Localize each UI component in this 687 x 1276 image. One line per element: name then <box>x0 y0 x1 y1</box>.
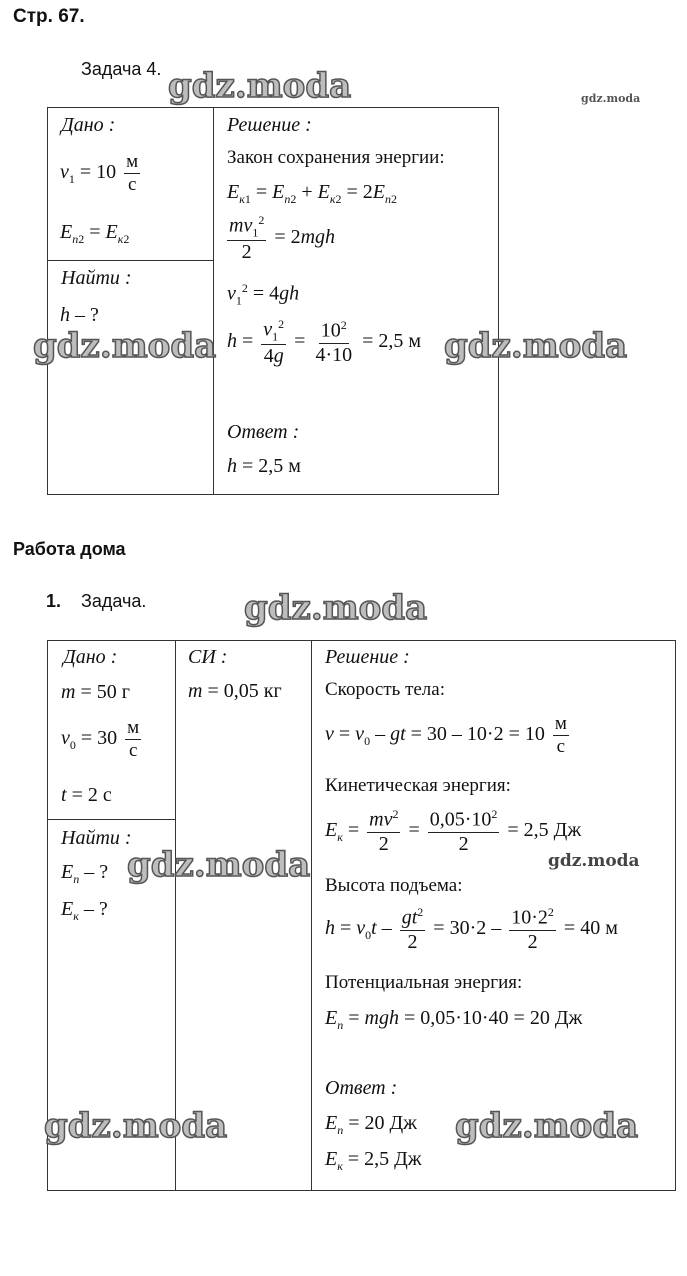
hw-si-label: СИ : <box>188 646 228 668</box>
hw-speed-text: Скорость тела: <box>325 679 445 700</box>
hw-find-label: Найти : <box>61 827 132 849</box>
task4-find-label: Найти : <box>61 267 132 289</box>
watermark-logo: gdz.moda <box>127 845 311 885</box>
task4-given-energy: $E_{п2} = E_{к2}$ <box>60 221 130 246</box>
hw-height-text: Высота подъема: <box>325 875 463 896</box>
task4-given-label: Дано : <box>61 114 116 136</box>
hw-given-v0: $v_0 = 30$ $\frac{м}{c}$ <box>61 717 140 761</box>
hw-answer-label: Ответ : <box>325 1077 398 1099</box>
watermark-logo: gdz.moda <box>168 66 352 106</box>
hw-potential-text: Потенциальная энергия: <box>325 972 523 993</box>
task4-eq1: $E_{к1} = E_{п2} + E_{к2} = 2E_{п2}$ <box>227 181 397 206</box>
task4-given-v1: $v_1 = 10$ $\frac{м}{c}$ <box>60 151 139 195</box>
hw-given-label: Дано : <box>63 646 118 668</box>
watermark-small: gdz.moda <box>548 851 640 871</box>
task4-title: Задача 4. <box>81 59 162 79</box>
homework-item-number: 1. <box>46 591 62 611</box>
hw-kinetic-eq: $E_к$ = $\frac{mv^2}{2}$ = $\frac{0,05\cdot 10^2}{2}$ = 2,5 Дж <box>325 807 582 855</box>
task4-law-text: Закон сохранения энергии: <box>227 147 445 168</box>
watermark-logo: gdz.moda <box>444 326 628 366</box>
task4-eq4: h = $\frac{v_1^2}{4g}$ = $\frac{10^2}{4\cdot 10}$ = 2,5 м <box>227 317 422 368</box>
hw-si-m: m = 0,05 кг <box>188 680 282 702</box>
hw-answer-ep: $E_п = 20$ Дж <box>325 1112 417 1137</box>
hw-kinetic-text: Кинетическая энергия: <box>325 775 511 796</box>
hw-given-t: t = 2 c <box>61 784 112 806</box>
task4-answer-label: Ответ : <box>227 421 300 443</box>
task4-find-h: h – ? <box>60 304 99 326</box>
hw-find-ek: $E_к$ – ? <box>61 898 108 923</box>
watermark-logo: gdz.moda <box>244 588 428 628</box>
hw-answer-ek: $E_к = 2,5$ Дж <box>325 1148 422 1173</box>
watermark-small: gdz.moda <box>581 92 641 105</box>
homework-heading: Работа дома <box>13 539 126 559</box>
hw-potential-eq: $E_п$ = mgh = 0,05·10·40 = 20 Дж <box>325 1007 583 1032</box>
watermark-logo: gdz.moda <box>455 1106 639 1146</box>
task4-answer: h = 2,5 м <box>227 455 301 477</box>
hw-height-eq: $h = v_0t$ – $\frac{gt^2}{2}$ = 30·2 – $\frac{10\cdot 2^2}{2}$ = 40 м <box>325 905 618 953</box>
task4-solution-label: Решение : <box>227 114 312 136</box>
watermark-logo: gdz.moda <box>44 1106 228 1146</box>
homework-item-title: Задача. <box>81 591 147 611</box>
task4-eq2: $\frac{mv_1^2}{2}$ = 2mgh <box>229 213 336 264</box>
watermark-logo: gdz.moda <box>33 326 217 366</box>
hw-solution-label: Решение : <box>325 646 410 668</box>
hw-find-ep: $E_п$ – ? <box>61 861 109 886</box>
hw-given-m: m = 50 г <box>61 681 130 703</box>
task4-eq3: $v_1^2 = 4gh$ <box>227 281 300 308</box>
hw-speed-eq: $v = v_0$ – gt = 30 – 10·2 = 10 $\frac{м}{c}$ <box>325 713 567 757</box>
page-header: Стр. 67. <box>13 6 85 27</box>
